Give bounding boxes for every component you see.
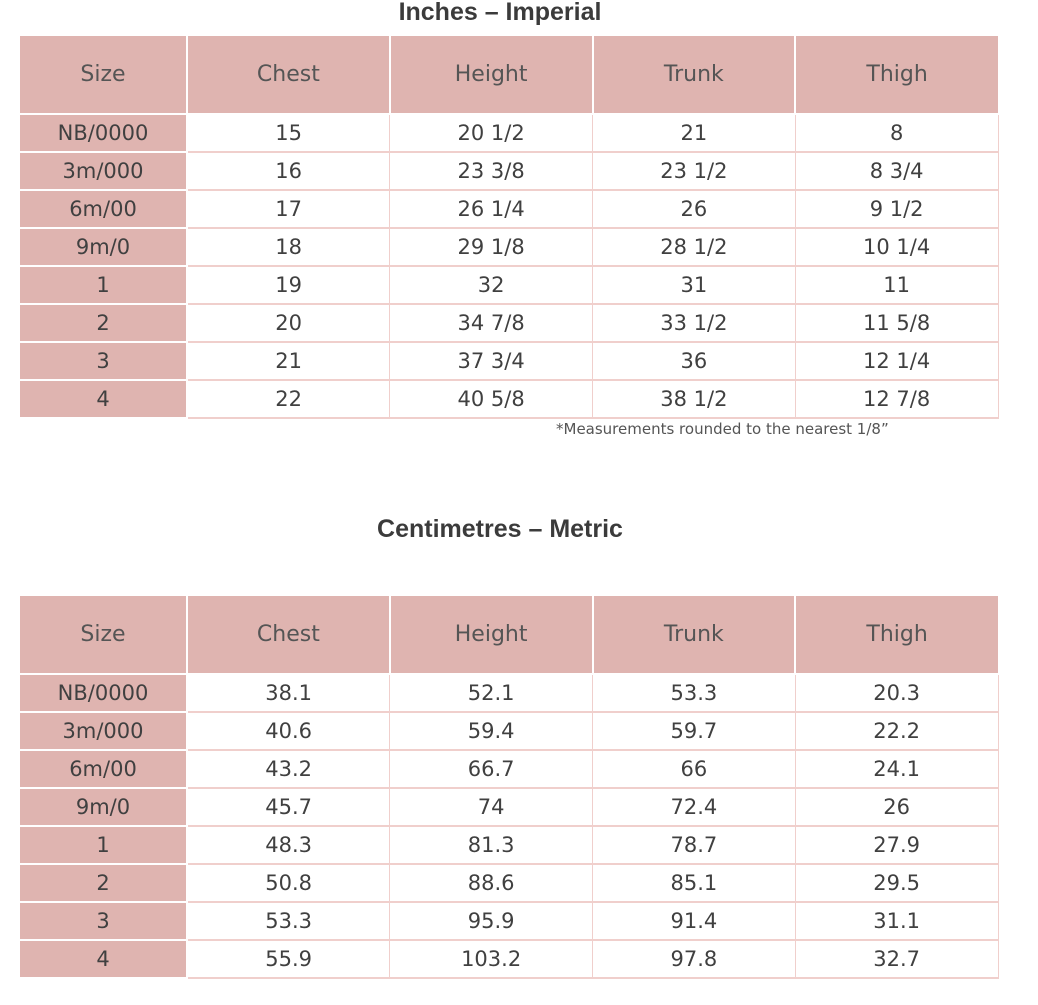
chest-cell: 43.2: [187, 750, 390, 788]
thigh-cell: 27.9: [795, 826, 998, 864]
thigh-cell: 11 5/8: [795, 304, 998, 342]
header-trunk: Trunk: [593, 36, 796, 114]
table-row: [20, 304, 998, 342]
chest-cell: 18: [187, 228, 390, 266]
chest-cell: 17: [187, 190, 390, 228]
height-cell: 40 5/8: [390, 380, 593, 418]
thigh-cell: 20.3: [795, 674, 998, 712]
size-cell: 3m/000: [20, 152, 187, 190]
table-row: [20, 826, 998, 864]
height-cell: 66.7: [390, 750, 593, 788]
height-cell: 52.1: [390, 674, 593, 712]
trunk-cell: 66: [593, 750, 796, 788]
table-row: [20, 712, 998, 750]
trunk-cell: 91.4: [593, 902, 796, 940]
table-row: [20, 902, 998, 940]
height-cell: 103.2: [390, 940, 593, 978]
imperial-table-body: [20, 114, 998, 418]
height-cell: 34 7/8: [390, 304, 593, 342]
table-row: [20, 940, 998, 978]
table-row: [20, 228, 998, 266]
header-size: Size: [20, 596, 187, 674]
imperial-table-header: [20, 36, 998, 114]
size-cell: 6m/00: [20, 750, 187, 788]
chest-cell: 55.9: [187, 940, 390, 978]
chest-cell: 45.7: [187, 788, 390, 826]
size-cell: 3m/000: [20, 712, 187, 750]
height-cell: 29 1/8: [390, 228, 593, 266]
size-cell: 2: [20, 304, 187, 342]
trunk-cell: 26: [593, 190, 796, 228]
trunk-cell: 59.7: [593, 712, 796, 750]
chest-cell: 16: [187, 152, 390, 190]
metric-table-body: [20, 674, 998, 978]
trunk-cell: 21: [593, 114, 796, 152]
table-row: [20, 266, 998, 304]
height-cell: 32: [390, 266, 593, 304]
thigh-cell: 22.2: [795, 712, 998, 750]
height-cell: 95.9: [390, 902, 593, 940]
header-height: Height: [390, 36, 593, 114]
trunk-cell: 38 1/2: [593, 380, 796, 418]
thigh-cell: 24.1: [795, 750, 998, 788]
height-cell: 23 3/8: [390, 152, 593, 190]
table-row: [20, 864, 998, 902]
table-row: [20, 190, 998, 228]
height-cell: 59.4: [390, 712, 593, 750]
size-cell: NB/0000: [20, 114, 187, 152]
table-row: [20, 788, 998, 826]
size-cell: 9m/0: [20, 788, 187, 826]
chest-cell: 50.8: [187, 864, 390, 902]
size-cell: 4: [20, 940, 187, 978]
chest-cell: 19: [187, 266, 390, 304]
height-cell: 88.6: [390, 864, 593, 902]
chest-cell: 48.3: [187, 826, 390, 864]
header-size: Size: [20, 36, 187, 114]
chest-cell: 53.3: [187, 902, 390, 940]
height-cell: 37 3/4: [390, 342, 593, 380]
metric-table-header: [20, 596, 998, 674]
trunk-cell: 36: [593, 342, 796, 380]
size-cell: 9m/0: [20, 228, 187, 266]
trunk-cell: 28 1/2: [593, 228, 796, 266]
thigh-cell: 12 1/4: [795, 342, 998, 380]
trunk-cell: 78.7: [593, 826, 796, 864]
trunk-cell: 85.1: [593, 864, 796, 902]
header-height: Height: [390, 596, 593, 674]
trunk-cell: 23 1/2: [593, 152, 796, 190]
header-trunk: Trunk: [593, 596, 796, 674]
table-row: [20, 152, 998, 190]
height-cell: 74: [390, 788, 593, 826]
metric-size-table: [20, 596, 999, 979]
thigh-cell: 10 1/4: [795, 228, 998, 266]
metric-table-title: Centimetres – Metric: [377, 515, 623, 543]
thigh-cell: 26: [795, 788, 998, 826]
header-row: [20, 36, 998, 114]
table-row: [20, 750, 998, 788]
size-cell: 3: [20, 342, 187, 380]
size-cell: 1: [20, 266, 187, 304]
table-row: [20, 114, 998, 152]
trunk-cell: 53.3: [593, 674, 796, 712]
chest-cell: 22: [187, 380, 390, 418]
header-chest: Chest: [187, 596, 390, 674]
chest-cell: 38.1: [187, 674, 390, 712]
thigh-cell: 29.5: [795, 864, 998, 902]
thigh-cell: 8: [795, 114, 998, 152]
size-cell: 2: [20, 864, 187, 902]
trunk-cell: 97.8: [593, 940, 796, 978]
header-thigh: Thigh: [795, 36, 998, 114]
size-cell: NB/0000: [20, 674, 187, 712]
table-row: [20, 342, 998, 380]
header-chest: Chest: [187, 36, 390, 114]
thigh-cell: 9 1/2: [795, 190, 998, 228]
height-cell: 20 1/2: [390, 114, 593, 152]
chest-cell: 40.6: [187, 712, 390, 750]
header-thigh: Thigh: [795, 596, 998, 674]
header-row: [20, 596, 998, 674]
imperial-size-table: [20, 36, 999, 419]
thigh-cell: 12 7/8: [795, 380, 998, 418]
trunk-cell: 72.4: [593, 788, 796, 826]
thigh-cell: 8 3/4: [795, 152, 998, 190]
height-cell: 81.3: [390, 826, 593, 864]
chest-cell: 20: [187, 304, 390, 342]
thigh-cell: 32.7: [795, 940, 998, 978]
thigh-cell: 31.1: [795, 902, 998, 940]
rounding-footnote: *Measurements rounded to the nearest 1/8”: [556, 420, 889, 438]
height-cell: 26 1/4: [390, 190, 593, 228]
chest-cell: 21: [187, 342, 390, 380]
thigh-cell: 11: [795, 266, 998, 304]
imperial-table-title: Inches – Imperial: [398, 0, 602, 26]
table-row: [20, 380, 998, 418]
trunk-cell: 33 1/2: [593, 304, 796, 342]
size-cell: 3: [20, 902, 187, 940]
chest-cell: 15: [187, 114, 390, 152]
size-cell: 1: [20, 826, 187, 864]
size-cell: 4: [20, 380, 187, 418]
table-row: [20, 674, 998, 712]
trunk-cell: 31: [593, 266, 796, 304]
size-cell: 6m/00: [20, 190, 187, 228]
